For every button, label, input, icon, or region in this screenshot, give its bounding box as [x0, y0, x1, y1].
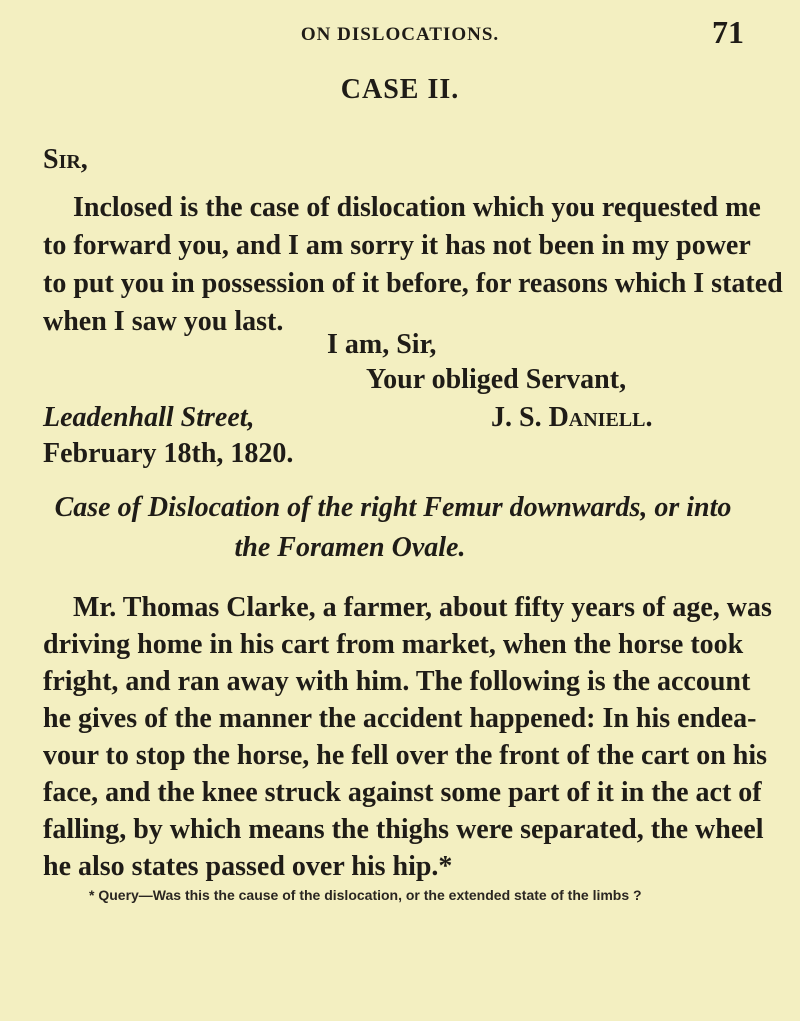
body-line: fright, and ran away with him. The following is the account	[43, 666, 751, 697]
body-line: face, and the knee struck against some part of it in the act of	[43, 777, 762, 808]
letter-date: February 18th, 1820.	[43, 438, 294, 469]
section-title-continued: the Foramen Ovale.	[234, 532, 466, 563]
letter-closing: I am, Sir,	[327, 329, 437, 360]
case-title: CASE II.	[340, 74, 460, 105]
letter-line: Inclosed is the case of dislocation which you requested me	[73, 192, 761, 223]
body-line: driving home in his cart from market, when the horse took	[43, 629, 744, 660]
page-number: 71	[712, 14, 744, 50]
letter-closing-servant: Your obliged Servant,	[366, 364, 627, 395]
footnote: * Query—Was this the cause of the dislocation, or the extended state of the limbs ?	[89, 887, 642, 903]
body-line: he also states passed over his hip.*	[43, 851, 453, 882]
body-line: he gives of the manner the accident happened: In his endea-	[43, 703, 757, 734]
letter-line: to put you in possession of it before, for reasons which I stated	[43, 268, 783, 299]
section-title: Case of Dislocation of the right Femur downwards, or into	[54, 492, 732, 523]
body-line: falling, by which means the thighs were separated, the wheel	[43, 814, 764, 845]
letter-signature: J. S. Daniell.	[491, 402, 653, 433]
letter-line: when I saw you last.	[43, 306, 284, 337]
running-head: ON DISLOCATIONS.	[300, 24, 500, 45]
letter-line: to forward you, and I am sorry it has not been in my power	[43, 230, 751, 261]
letter-salutation: Sir,	[43, 144, 88, 175]
body-line: vour to stop the horse, he fell over the front of the cart on his	[43, 740, 768, 771]
letter-place: Leadenhall Street,	[43, 402, 255, 433]
body-line: Mr. Thomas Clarke, a farmer, about fifty years of age, was	[73, 592, 772, 623]
